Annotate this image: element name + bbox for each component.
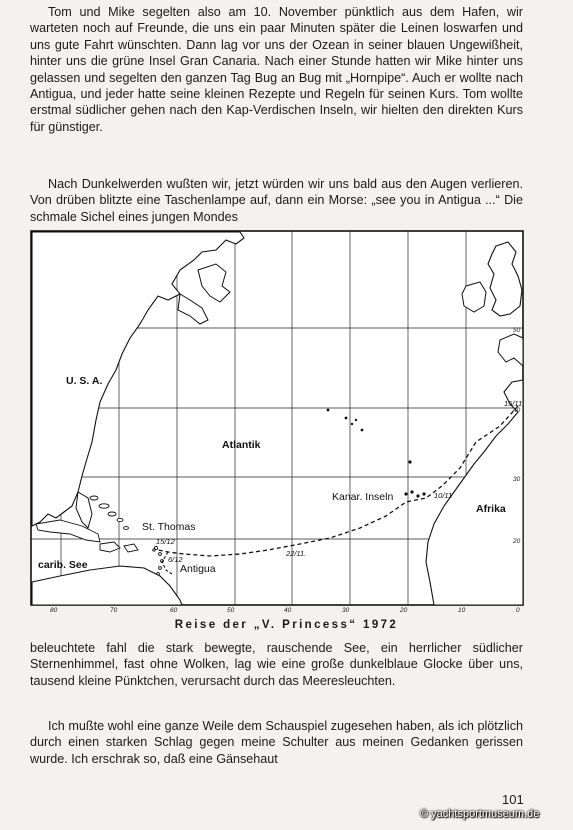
paragraph-4: Ich mußte wohl eine ganze Weile dem Schauspiel zugesehen haben, als ich plötzlich durch einen starken Schlag gegen meine Schulter aus meinen Gedanken gerissen wurde. Ich erschrak so, daß eine Gänsehaut: [30, 719, 523, 766]
map-caption: Reise der „V. Princess“ 1972: [174, 619, 399, 631]
date-canaries: 10/11: [434, 491, 453, 500]
longitude-tick-label: 20: [400, 607, 408, 612]
label-usa: U. S. A.: [66, 375, 103, 387]
route-map: [30, 230, 524, 612]
date-antigua: 6/12: [168, 555, 183, 564]
longitude-tick-label: 50: [227, 607, 235, 612]
paragraph-3: beleuchtete fahl die stark bewegte, rauschende See, ein herrlicher südlicher Sternenhimmel, fast ohne Wolken, lag wie eine große dunkelblaue Glocke über uns, tausend kleine Pünktchen, verursacht durch das Meeresleuchten.: [30, 641, 523, 688]
label-kanarische-inseln: Kanar. Inseln: [332, 491, 394, 503]
latitude-tick-label: 40: [513, 407, 521, 414]
page-number: 101: [502, 792, 524, 807]
longitude-tick-label: 30: [342, 607, 350, 612]
paragraph-2: Nach Dunkelwerden wußten wir, jetzt würden wir uns bald aus den Augen verlieren. Von drüben blitzte eine Taschenlampe auf, dann ein Morse: „see you in Antigua ...“ Die schmale Sichel eines jungen Mondes: [30, 177, 523, 224]
longitude-tick-label: 0: [516, 607, 520, 612]
label-antigua: Antigua: [180, 563, 216, 575]
ireland: [462, 282, 486, 312]
longitude-tick-label: 40: [284, 607, 292, 612]
label-st-thomas: St. Thomas: [142, 521, 196, 533]
latitude-tick-label: 50: [513, 327, 521, 334]
longitude-tick-label: 10: [458, 607, 466, 612]
watermark: © yachtsportmuseum.de: [420, 808, 540, 820]
paragraph-1: Tom und Mike segelten also am 10. November pünktlich aus dem Hafen, wir warteten noch auf Freunde, die uns ein paar Minuten später die Leinen loswarfen und uns gute Fahrt wünschten. Dann lag vor uns der Ozean in seiner blauen Ungewißheit, hinter uns die grüne Insel Gran Canaria. Nach einer Stunde hatten wir Mike hinter uns gelassen und segelten den ganzen Tag Bug an Bug mit „Hornpipe“. Auch er wollte nach Antigua, und jeder hatte seine kleinen Rezepte und Regeln für seinen Kurs. Tom wollte erstmal südlicher gehen nach den Kap-Verdischen Inseln, wir hielten den direkten Kurs für günstiger.: [30, 5, 523, 134]
longitude-tick-label: 80: [50, 607, 58, 612]
map-svg: [30, 230, 524, 612]
latitude-tick-label: 30: [513, 476, 521, 483]
date-start: 15/11.: [504, 399, 524, 408]
label-carib-see: carib. See: [38, 559, 88, 571]
date-st-thomas: 15/12: [156, 537, 175, 546]
label-afrika: Afrika: [476, 503, 506, 515]
longitude-tick-label: 70: [110, 607, 118, 612]
longitude-tick-label: 60: [170, 607, 178, 612]
date-mid: 22/11.: [286, 549, 307, 558]
latitude-tick-label: 20: [513, 538, 521, 545]
label-atlantik: Atlantik: [222, 439, 261, 451]
longitude-ticks: [50, 607, 520, 612]
